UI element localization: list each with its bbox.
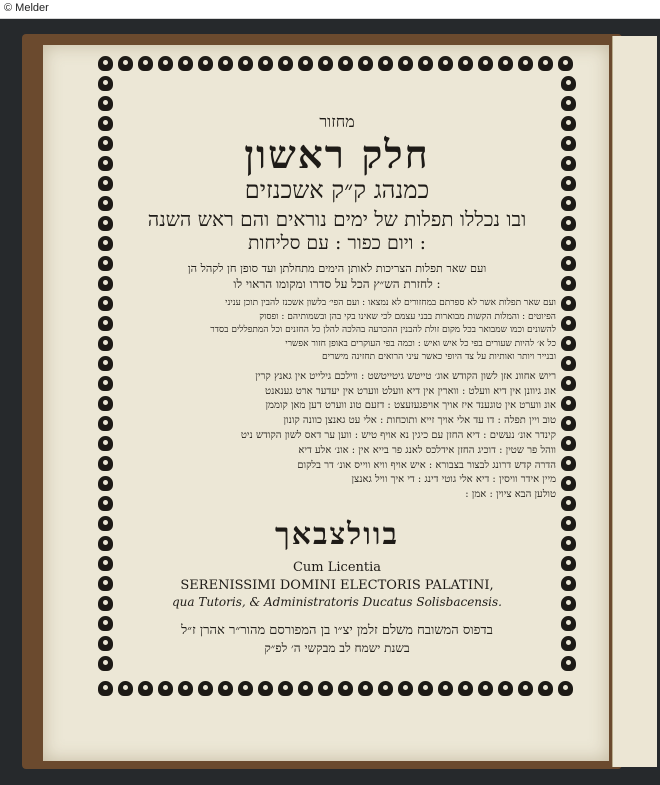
border-ornament-icon <box>138 56 153 71</box>
border-ornament-icon <box>561 96 576 111</box>
border-ornament-icon <box>458 56 473 71</box>
border-ornament-icon <box>561 216 576 231</box>
border-ornament-icon <box>98 596 113 611</box>
border-ornament-icon <box>98 556 113 571</box>
border-ornament-icon <box>561 136 576 151</box>
border-ornament-icon <box>98 256 113 271</box>
facing-page-edge <box>612 36 657 767</box>
yiddish-line: טוב ויין תפלה : דו עד אלי אויך זייא ותוכחות : אלי עט גאנצן כוונה קונון <box>283 415 556 427</box>
border-ornament-icon <box>318 681 333 696</box>
border-ornament-icon <box>561 316 576 331</box>
border-ornament-icon <box>518 56 533 71</box>
border-ornament-icon <box>98 56 113 71</box>
border-ornament-icon <box>538 681 553 696</box>
border-ornament-icon <box>98 136 113 151</box>
border-ornament-icon <box>98 681 113 696</box>
border-ornament-icon <box>98 116 113 131</box>
border-ornament-icon <box>561 456 576 471</box>
border-ornament-icon <box>561 116 576 131</box>
license-line: Cum Licentia <box>292 560 382 576</box>
border-ornament-icon <box>98 376 113 391</box>
yiddish-line: אונ גיוונן אין דיא וועלט : ווארין אין דיא וועלט ווערט אין יעדער ארט גענאנט <box>265 385 556 397</box>
description-block <box>118 298 556 364</box>
border-ornament-icon <box>98 336 113 351</box>
yiddish-line: ווהל פר שטין : דוכיג החזן אידלכס לאנג פר בייא אין : אונ׳ אלע דיא <box>298 444 556 456</box>
border-ornament-icon <box>98 316 113 331</box>
border-ornament-icon <box>561 356 576 371</box>
border-ornament-icon <box>98 356 113 371</box>
description-line: ועם שאר תפלות אשר לא ספרתם במחזורים לא נמצאו : ועם הפי׳ בלשון אשכנז להבין תוכן עניני <box>225 298 556 309</box>
border-ornament-icon <box>561 256 576 271</box>
printer-line: בדפוס המשובח משלם זלמן יצ״ו בן המפורסם מהור״ר אהרן ז״ל <box>181 623 493 639</box>
border-ornament-icon <box>561 296 576 311</box>
border-ornament-icon <box>561 196 576 211</box>
description-line: כל א׳ להיות שעורים בפי כל איש ואיש : וכמה בפי העוקרים באופן חזור אפשרי <box>285 338 556 349</box>
border-ornament-icon <box>418 681 433 696</box>
border-ornament-icon <box>318 56 333 71</box>
border-ornament-icon <box>561 556 576 571</box>
border-ornament-icon <box>118 56 133 71</box>
border-ornament-icon <box>398 56 413 71</box>
border-ornament-icon <box>158 56 173 71</box>
border-ornament-icon <box>238 681 253 696</box>
border-ornament-icon <box>378 681 393 696</box>
border-ornament-icon <box>561 176 576 191</box>
border-ornament-icon <box>518 681 533 696</box>
elector-line: SERENISSIMI DOMINI ELECTORIS PALATINI, <box>180 578 494 594</box>
yiddish-line: ריוש אחוונ אזן לשון הקודש אוג׳ טייטש גיטייטשט : ווילכם גילייט אין גאנץ קרין <box>255 370 556 382</box>
border-ornament-icon <box>438 681 453 696</box>
border-ornament-icon <box>538 56 553 71</box>
border-ornament-icon <box>98 396 113 411</box>
contents-line-3: ועם שאר תפלות הצריכות לאותן הימים מתחלתן ועד סופן חן לקהל הן <box>187 261 487 275</box>
border-ornament-icon <box>561 476 576 491</box>
border-ornament-icon <box>561 516 576 531</box>
border-ornament-icon <box>561 596 576 611</box>
border-ornament-icon <box>498 681 513 696</box>
border-ornament-icon <box>98 416 113 431</box>
border-ornament-icon <box>98 156 113 171</box>
year-line: בשנת ישמח לב מבקשי ה׳ לפ״ק <box>264 640 410 655</box>
border-ornament-icon <box>398 681 413 696</box>
copyright-label: © Melder <box>4 2 49 14</box>
rite-subtitle: כמנהג ק״ק אשכנזים <box>244 175 430 204</box>
border-ornament-icon <box>98 96 113 111</box>
border-ornament-icon <box>98 636 113 651</box>
border-ornament-icon <box>358 56 373 71</box>
border-ornament-icon <box>561 536 576 551</box>
border-ornament-icon <box>98 236 113 251</box>
border-ornament-icon <box>561 616 576 631</box>
description-line: ובנייר ויותר ואותיות על צד היופי כאשר עיני הרואים תחזינה מישרים <box>322 352 556 363</box>
border-ornament-icon <box>98 196 113 211</box>
border-ornament-icon <box>98 276 113 291</box>
border-ornament-icon <box>378 56 393 71</box>
border-ornament-icon <box>278 56 293 71</box>
contents-line-2: ויום כפור : עם סליחות : <box>248 231 426 254</box>
border-ornament-icon <box>478 681 493 696</box>
border-ornament-icon <box>561 576 576 591</box>
border-ornament-icon <box>178 56 193 71</box>
border-ornament-icon <box>98 456 113 471</box>
yiddish-line: טולען הבא ציוין : אמן : <box>465 489 556 501</box>
border-ornament-icon <box>218 56 233 71</box>
border-ornament-icon <box>98 176 113 191</box>
border-ornament-icon <box>98 496 113 511</box>
border-ornament-icon <box>561 76 576 91</box>
border-ornament-icon <box>561 276 576 291</box>
yiddish-block <box>118 371 556 502</box>
yiddish-line: הדרה קדש דרונג לבצור בצבורא : איש אויף וויא ווייס אונ׳ דר בלקום <box>297 459 556 471</box>
border-ornament-icon <box>138 681 153 696</box>
border-ornament-icon <box>561 376 576 391</box>
border-ornament-icon <box>561 656 576 671</box>
border-ornament-icon <box>558 56 573 71</box>
border-ornament-icon <box>218 681 233 696</box>
border-ornament-icon <box>561 156 576 171</box>
border-ornament-icon <box>358 681 373 696</box>
border-ornament-icon <box>118 681 133 696</box>
border-ornament-icon <box>561 496 576 511</box>
border-ornament-icon <box>561 236 576 251</box>
yiddish-line: מיין אידר וויסין : דיא אלי גוטי דינג : די איך וויל גאנצן <box>351 474 556 486</box>
main-title: חלק ראשון <box>244 131 430 178</box>
border-ornament-icon <box>258 681 273 696</box>
yiddish-line: אונ ווערט אין טוגענד איז אויך אויפגעזעצט : דזעם טונ ווערט דען מאן קוממן <box>265 400 556 412</box>
border-ornament-icon <box>561 336 576 351</box>
border-ornament-icon <box>158 681 173 696</box>
border-ornament-icon <box>561 396 576 411</box>
border-ornament-icon <box>198 56 213 71</box>
border-ornament-icon <box>298 681 313 696</box>
border-ornament-icon <box>238 56 253 71</box>
title-word: מחזור <box>319 112 355 131</box>
border-ornament-icon <box>98 656 113 671</box>
administrator-line: qua Tutoris, & Administratoris Ducatus Solisbacensis. <box>172 594 502 609</box>
contents-line-4: לחזרת הש״ץ הכל על סדרו ומקומו הראוי לו : <box>233 276 441 291</box>
border-ornament-icon <box>438 56 453 71</box>
title-bar <box>0 0 660 19</box>
yiddish-line: קינדר אונ׳ נעשים : דיא החזן עם כיגין נא אויף טיש : ווען ער דאס לשון הקודש ניט <box>240 429 556 441</box>
border-ornament-icon <box>98 76 113 91</box>
border-ornament-icon <box>258 56 273 71</box>
border-ornament-icon <box>561 416 576 431</box>
border-ornament-icon <box>98 516 113 531</box>
description-line: הפיוטים : והמלות הקשות מבוארות בבני עצמם לכי שאינו בקי בהן ובשמותיהם : ופסוק <box>259 311 556 322</box>
city-name: בוולצבאך <box>274 516 400 552</box>
border-ornament-icon <box>98 576 113 591</box>
border-ornament-icon <box>338 681 353 696</box>
border-ornament-icon <box>418 56 433 71</box>
border-ornament-icon <box>98 476 113 491</box>
border-ornament-icon <box>458 681 473 696</box>
description-line: להשונים וכמו שמבואר בכל מקום זולת להבנין ההכרעה בהלכה להלן כל החזנים וכל המתפללים בסדר <box>210 325 556 336</box>
border-ornament-icon <box>278 681 293 696</box>
contents-line: ובו נכללו תפלות של ימים נוראים והם ראש השנה <box>147 206 527 231</box>
border-ornament-icon <box>98 616 113 631</box>
border-ornament-icon <box>478 56 493 71</box>
border-ornament-icon <box>338 56 353 71</box>
border-ornament-icon <box>498 56 513 71</box>
border-ornament-icon <box>98 216 113 231</box>
border-ornament-icon <box>98 436 113 451</box>
border-ornament-icon <box>198 681 213 696</box>
border-ornament-icon <box>178 681 193 696</box>
border-ornament-icon <box>558 681 573 696</box>
border-ornament-icon <box>98 536 113 551</box>
border-ornament-icon <box>298 56 313 71</box>
border-ornament-icon <box>561 636 576 651</box>
border-ornament-icon <box>561 436 576 451</box>
title-page-text <box>118 111 556 655</box>
border-ornament-icon <box>98 296 113 311</box>
